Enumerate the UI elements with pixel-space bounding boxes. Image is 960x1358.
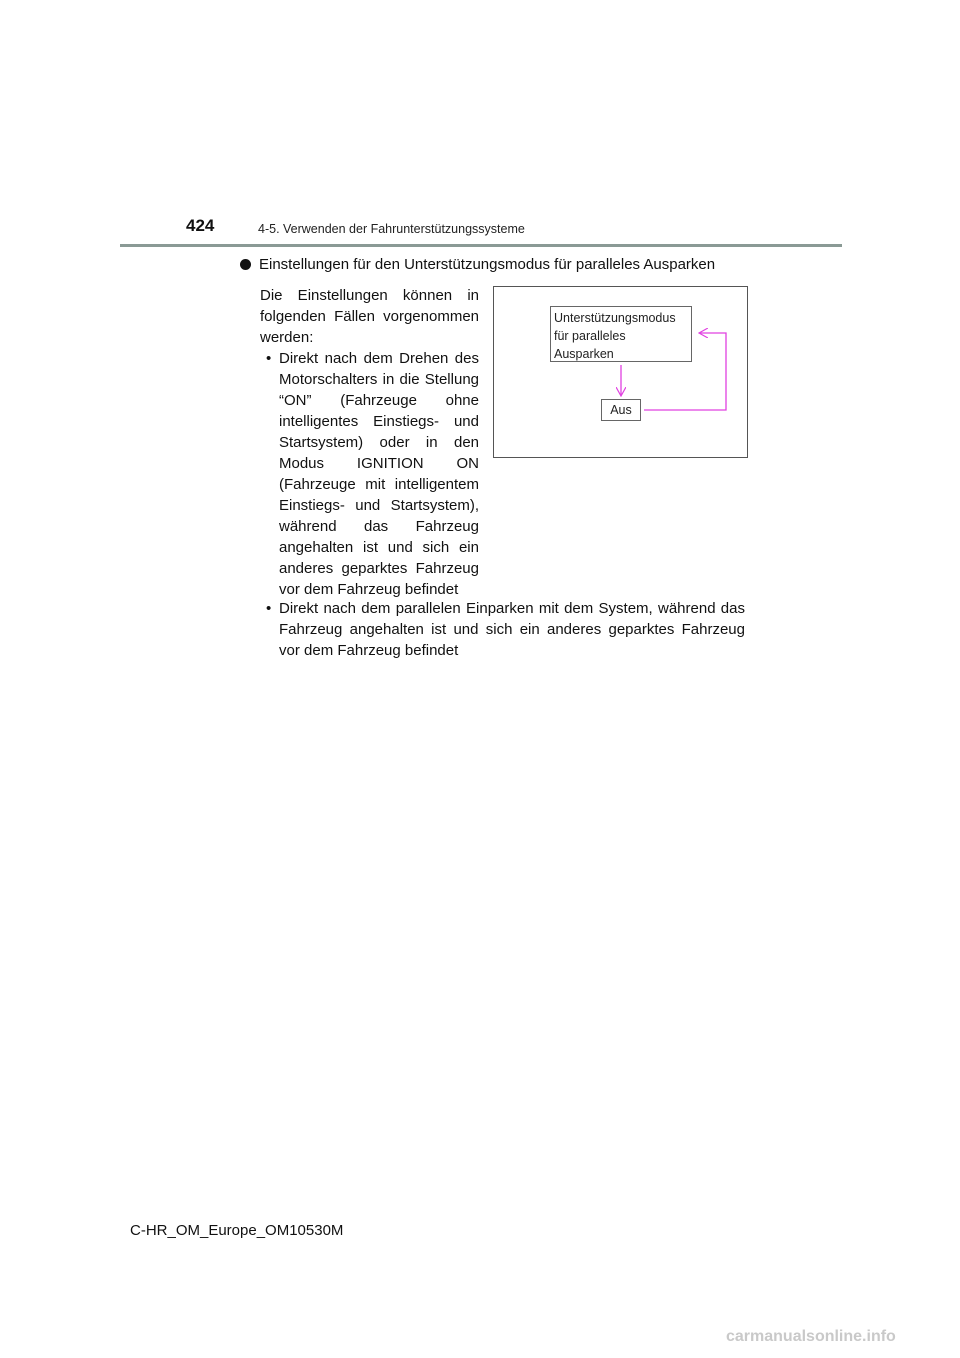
list-bullet: •: [266, 350, 272, 367]
mode-label-line: Ausparken: [554, 347, 614, 361]
header-divider: [120, 244, 842, 247]
watermark: carmanualsonline.info: [726, 1328, 896, 1345]
page-number: 424: [186, 216, 215, 235]
list-item: [260, 598, 745, 661]
settings-heading-text: Einstellungen für den Unterstützungsmodus für paralleles Ausparken: [259, 256, 716, 273]
list-bullet: •: [266, 600, 272, 617]
mode-diagram: [493, 286, 748, 458]
list-item-text: Direkt nach dem Drehen des Motorschalters in die Stellung “ON” (Fahrzeuge ohne intelligentes Einstiegs- und Startsystem) oder in den Modus IGNITION ON (Fahrzeuge mit intelligentem Einstiegs- und Startsystem), während das Fahrzeug angehalten ist und sich ein anderes geparktes Fahrzeug vor dem Fahrzeug befindet: [279, 350, 479, 598]
list-item: [260, 348, 479, 600]
document-code: C-HR_OM_Europe_OM10530M: [130, 1222, 344, 1239]
parallel-exit-mode-box: [550, 306, 692, 362]
list-item-text: Direkt nach dem parallelen Einparken mit dem System, während das Fahrzeug angehalten ist und sich ein anderes geparktes Fahrzeug vor dem Fahrzeug befindet: [279, 600, 745, 659]
off-mode-box: Aus: [601, 399, 641, 421]
settings-heading: [240, 256, 715, 273]
bullet-dot-icon: [240, 259, 251, 270]
text-column: [260, 285, 479, 600]
intro-paragraph: Die Einstellungen können in folgenden Fällen vorgenommen werden:: [260, 287, 479, 346]
section-title: 4-5. Verwenden der Fahrunterstützungssysteme: [258, 222, 525, 236]
mode-label-line: Unterstützungsmodus: [554, 311, 676, 325]
mode-label-line: für paralleles: [554, 329, 626, 343]
